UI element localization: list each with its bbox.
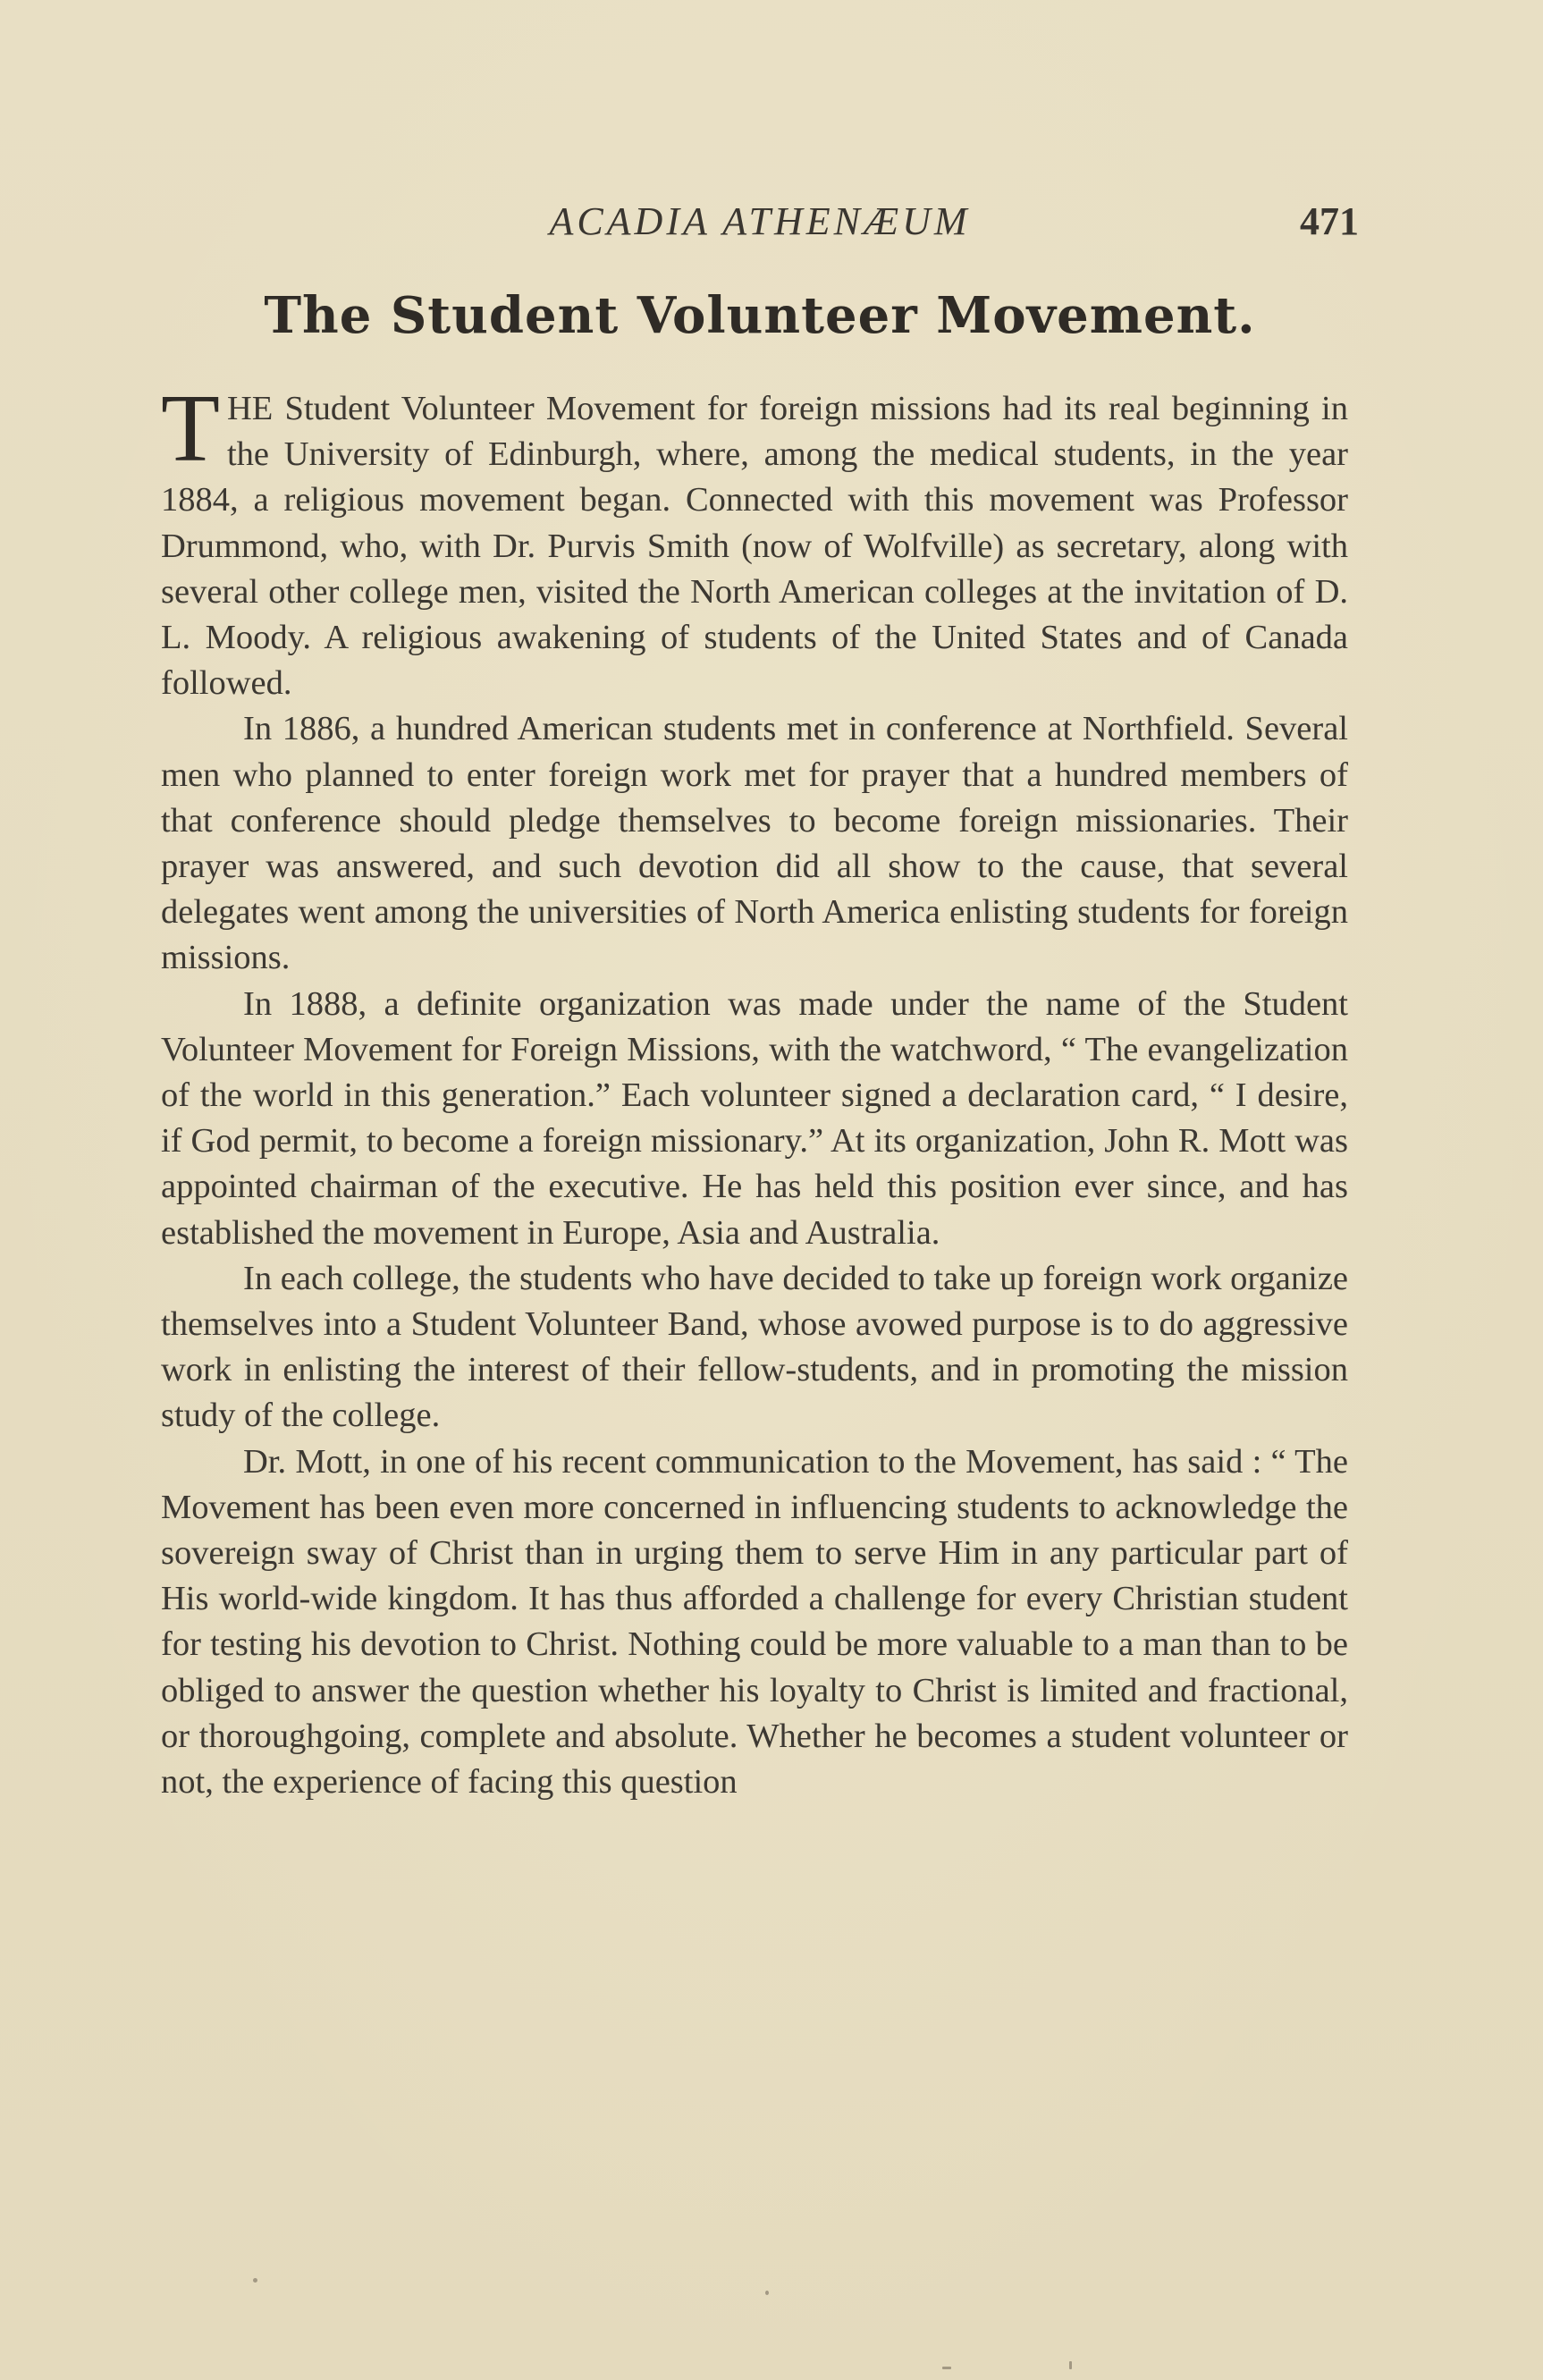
paragraph-1-text: HE Student Volunteer Movement for foreign missions had its real beginning in the University of Edinburgh, where, among the medical students, in the year 1884, a religious movement began. Connected with this movement was Professor Drummond, who, with Dr. Purvis Smith (now of Wolfville) as secretary, along with several other college men, visited the North American colleges at the invitation of D. L. Moody. A religious awakening of students of the United States and of Canada followed. <box>161 390 1348 703</box>
paragraph-5: Dr. Mott, in one of his recent communication to the Movement, has said : “ The Movement has been even more concerned in influencing students to acknowledge the sovereign sway of Christ than in urging them to serve Him in any particular part of His world-wide kingdom. It has thus afforded a challenge for every Christian student for testing his devotion to Christ. Nothing could be more valuable to a man than to be obliged to answer the question whether his loyalty to Christ is limited and fractional, or thoroughgoing, complete and absolute. Whether he becomes a student volunteer or not, the experience of facing this question <box>161 1442 1348 1802</box>
page-number: 471 <box>1300 199 1359 243</box>
page-header <box>161 198 1359 252</box>
paper-speck <box>765 2291 769 2295</box>
paragraph-3: In 1888, a definite organization was made under the name of the Student Volunteer Movement for Foreign Missions, with the watchword, “ The evangelization of the world in this generation.” Each volunteer signed a declaration card, “ I desire, if God permit, to become a foreign missionary.” At its organization, John R. Mott was appointed chairman of the executive. He has held this position ever since, and has established the movement in Europe, Asia and Australia. <box>161 984 1348 1252</box>
drop-cap: T <box>161 376 220 482</box>
article-body <box>161 376 1348 1805</box>
running-title: ACADIA ATHENÆUM <box>549 199 971 243</box>
paper-speck <box>1069 2361 1072 2369</box>
paper-speck <box>253 2278 257 2283</box>
article-title: The Student Volunteer Movement. <box>264 286 1256 345</box>
paper-speck <box>942 2367 951 2369</box>
paragraph-4: In each college, the students who have decided to take up foreign work organize themselves into a Student Volunteer Band, whose avowed purpose is to do aggressive work in enlisting the interest of their fellow-students, and in promoting the mission study of the college. <box>161 1259 1348 1435</box>
paragraph-1 <box>161 376 1348 706</box>
paragraph-2: In 1886, a hundred American students met in conference at Northfield. Several men who planned to enter foreign work met for prayer that a hundred members of that conference should pledge themselves to become foreign missionaries. Their prayer was answered, and such devotion did all show to the cause, that several delegates went among the universities of North America enlisting students for foreign missions. <box>161 710 1348 977</box>
